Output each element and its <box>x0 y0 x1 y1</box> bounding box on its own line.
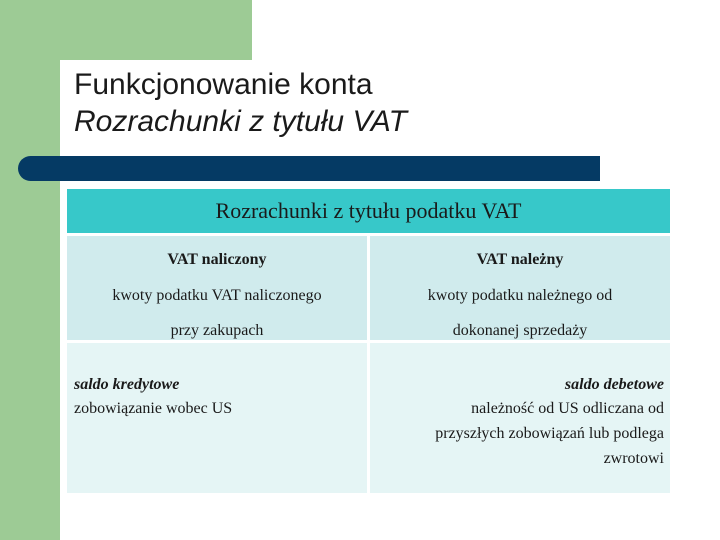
slide-title-line1: Funkcjonowanie konta <box>74 68 373 101</box>
left-description-line1: kwoty podatku VAT naliczonego <box>112 287 322 304</box>
right-description-line1: kwoty podatku należnego od <box>427 287 613 304</box>
right-description-line2: dokonanej sprzedaży <box>452 322 588 339</box>
left-balance-description: zobowiązanie wobec US <box>74 400 233 417</box>
row-divider <box>67 340 670 343</box>
left-column-label: VAT naliczony <box>167 251 267 268</box>
decorative-green-strip <box>0 0 60 540</box>
title-underline-bar <box>18 156 600 181</box>
right-balance-description-line2: przyszłych zobowiązań lub podlega <box>435 425 664 442</box>
right-column-label: VAT należny <box>476 251 564 268</box>
slide-title <box>74 66 634 140</box>
left-balance-title: saldo kredytowe <box>74 376 180 393</box>
right-balance-title: saldo debetowe <box>564 376 664 393</box>
right-balance-description-line3: zwrotowi <box>603 450 664 467</box>
slide-title-line2: Rozrachunki z tytułu VAT <box>74 105 407 138</box>
decorative-green-corner <box>60 0 252 60</box>
right-balance-description-line1: należność od US odliczana od <box>471 400 664 417</box>
table-header: Rozrachunki z tytułu podatku VAT <box>67 189 670 233</box>
left-description-line2: przy zakupach <box>170 322 264 339</box>
